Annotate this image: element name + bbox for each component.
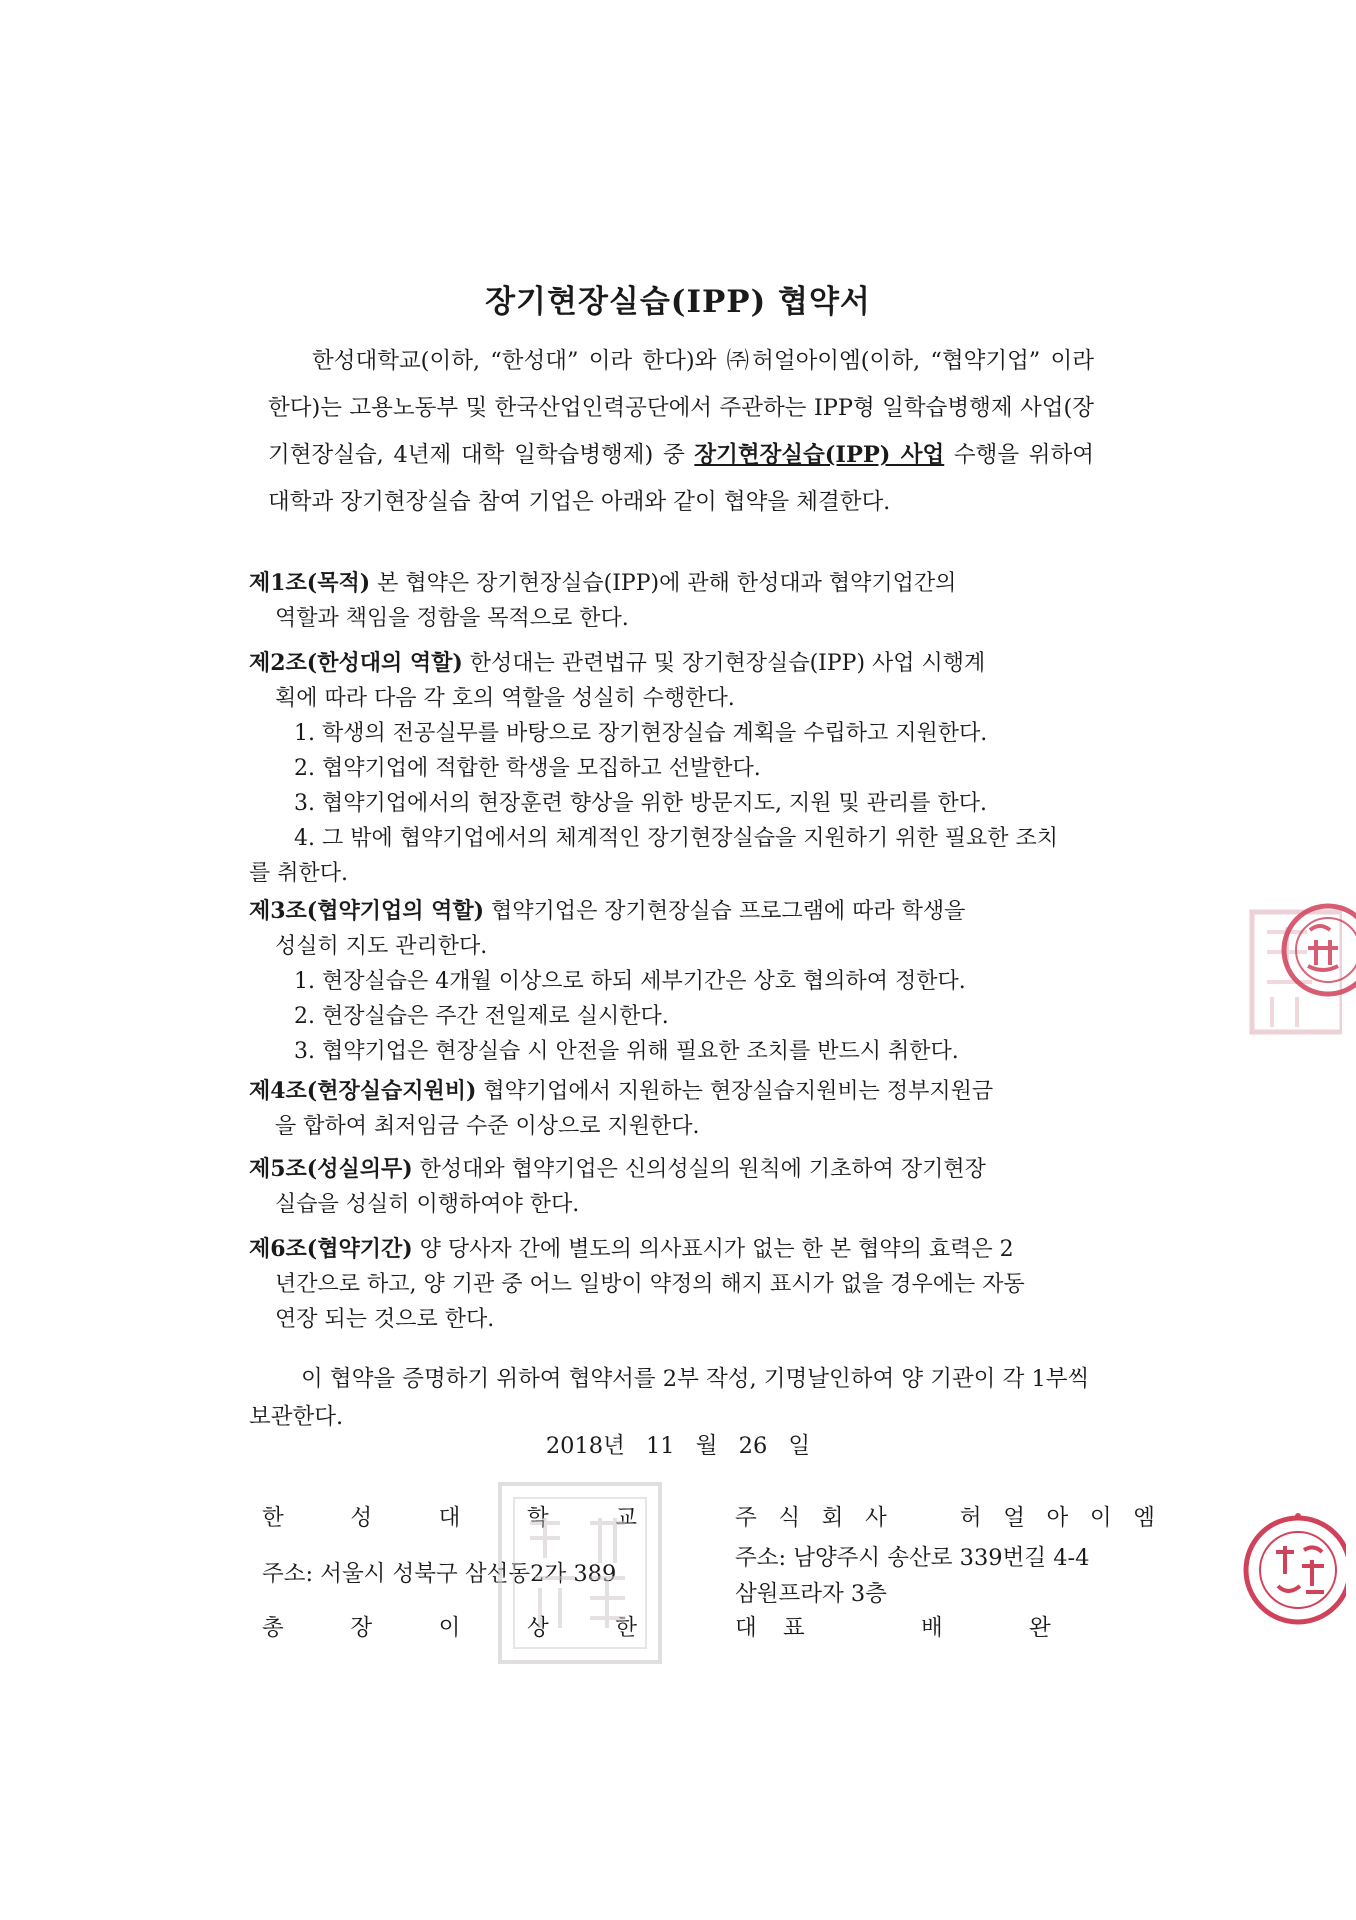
party-b-address-line1: 주소: 남양주시 송산로 339번길 4-4 [735, 1545, 1090, 1571]
party-b-name-char: 아 [1046, 1505, 1069, 1531]
party-a-address: 주소: 서울시 성북구 삼선동2가 389 [262, 1561, 617, 1587]
article-text: 양 당사자 간에 별도의 의사표시가 없는 한 본 협약의 효력은 2 [412, 1237, 1014, 1262]
intro-text-part2: 수행을 위하여 대학과 장기현장실습 참여 기업은 아래와 같이 협약을 체결한다. [268, 442, 1094, 515]
article-heading: 제4조(현장실습지원비) [249, 1078, 477, 1104]
party-b-name-char: 엠 [1133, 1505, 1155, 1531]
article-text: 협약기업에서 지원하는 현장실습지원비는 정부지원금 [476, 1079, 994, 1104]
article-heading: 제5조(성실의무) [249, 1156, 413, 1182]
party-b-representative [735, 1610, 1075, 1642]
article-text: 한성대는 관련법규 및 장기현장실습(IPP) 사업 시행계 [462, 651, 986, 676]
article-heading: 제1조(목적) [249, 570, 371, 596]
party-b-name-char: 회 [821, 1505, 844, 1531]
party-a-rep-char: 한 [615, 1615, 637, 1641]
list-item: 1. 현장실습은 4개월 이상으로 하되 세부기간은 상호 협의하여 정한다. [294, 969, 966, 994]
university-seal-stamp [490, 1478, 670, 1668]
article-text-continued: 실습을 성실히 이행하여야 한다. [275, 1192, 580, 1217]
list-item: 3. 협약기업은 현장실습 시 안전을 위해 필요한 조치를 반드시 취한다. [294, 1039, 959, 1064]
party-a-name-char: 교 [615, 1505, 637, 1531]
list-item: 2. 현장실습은 주간 전일제로 실시한다. [294, 1004, 669, 1029]
article-text-continued: 성실히 지도 관리한다. [275, 934, 488, 959]
party-b-name-char: 주 [735, 1505, 757, 1531]
document-title: 장기현장실습(IPP) 협약서 [485, 284, 871, 320]
party-a-name-char: 한 [262, 1505, 284, 1531]
article-text-continued: 년간으로 하고, 양 기관 중 어느 일방이 약정의 해지 표시가 없을 경우에는 자동 [275, 1272, 1025, 1297]
signing-date: 2018년 11 월 26 일 [545, 1433, 811, 1459]
party-b-rep-char: 배 [921, 1615, 943, 1641]
company-seal-stamp [1228, 1490, 1346, 1660]
article-text: 협약기업은 장기현장실습 프로그램에 따라 학생을 [484, 899, 966, 924]
closing-statement [249, 1360, 1094, 1436]
party-a-name-char: 성 [350, 1505, 373, 1531]
article-text-continued: 획에 따라 다음 각 호의 역할을 성실히 수행한다. [275, 686, 735, 711]
party-a-rep-char: 장 [350, 1615, 373, 1641]
article-3 [249, 894, 1094, 1069]
article-4 [249, 1074, 1094, 1144]
party-a-name-char: 학 [526, 1505, 549, 1531]
party-b-rep-char: 완 [1029, 1615, 1051, 1641]
article-heading: 제2조(한성대의 역할) [249, 650, 463, 676]
party-b-address-line2: 삼원프라자 3층 [735, 1581, 887, 1607]
party-b-name-char: 얼 [1003, 1505, 1025, 1531]
edge-seal-stamp-red-top [1238, 900, 1356, 1100]
list-item: 4. 그 밖에 협약기업에서의 체계적인 장기현장실습을 지원하기 위한 필요한 조치 [294, 826, 1058, 851]
article-text-continued: 을 합하여 최저임금 수준 이상으로 지원한다. [275, 1114, 700, 1139]
article-heading: 제6조(협약기간) [249, 1236, 413, 1262]
article-2 [249, 646, 1094, 891]
intro-emphasis: 장기현장실습(IPP) 사업 [694, 442, 945, 468]
article-text: 본 협약은 장기현장실습(IPP)에 관해 한성대과 협약기업간의 [370, 571, 957, 596]
party-b-name-char: 이 [1089, 1505, 1112, 1531]
article-5 [249, 1152, 1094, 1222]
article-heading: 제3조(협약기업의 역할) [249, 898, 485, 924]
article-text-continued: 역할과 책임을 정함을 목적으로 한다. [275, 606, 629, 631]
party-b-name-char: 사 [864, 1505, 887, 1531]
article-text-continued: 연장 되는 것으로 한다. [275, 1307, 495, 1332]
list-item: 2. 협약기업에 적합한 학생을 모집하고 선발한다. [294, 756, 761, 781]
party-b-name-char: 허 [959, 1505, 982, 1531]
party-a-name-char: 대 [438, 1505, 461, 1531]
list-item: 3. 협약기업에서의 현장훈련 향상을 위한 방문지도, 지원 및 관리를 한다. [294, 791, 987, 816]
intro-text-part1: 한성대학교(이하, “한성대” 이라 한다)와 ㈜허얼아이엠(이하, “협약기업” 이라 한다)는 고용노동부 및 한국산업인력공단에서 주관하는 IPP형 일학습병행제 사업(장기현장실습, 4년제 대학 일학습병행제) 중 [268, 348, 1094, 468]
party-b-rep-char: 표 [783, 1615, 805, 1641]
party-a-rep-char: 상 [526, 1615, 549, 1641]
article-6 [249, 1232, 1094, 1337]
list-item-continued: 를 취한다. [249, 861, 348, 886]
party-a-rep-char: 이 [438, 1615, 461, 1641]
article-1 [249, 566, 1094, 636]
list-item: 1. 학생의 전공실무를 바탕으로 장기현장실습 계획을 수립하고 지원한다. [294, 721, 988, 746]
article-text: 한성대와 협약기업은 신의성실의 원칙에 기초하여 장기현장 [412, 1157, 986, 1182]
party-b-rep-char: 대 [735, 1615, 757, 1641]
party-a-rep-char: 총 [262, 1615, 284, 1641]
closing-text: 이 협약을 증명하기 위하여 협약서를 2부 작성, 기명날인하여 양 기관이 각 1부씩 보관한다. [249, 1366, 1090, 1430]
intro-paragraph [268, 338, 1094, 526]
party-b-name-char: 식 [778, 1505, 801, 1531]
party-b-name [735, 1500, 1155, 1532]
